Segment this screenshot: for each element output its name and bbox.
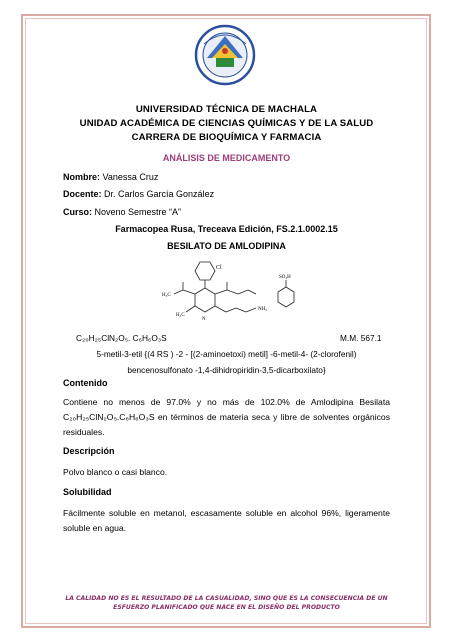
amlodipine-structure-diagram — [150, 258, 310, 328]
docente-label: Docente: — [63, 189, 102, 199]
footer-line-2: ESFUERZO PLANIFICADO QUE NACE EN EL DISEÑO DEL PRODUCTO — [113, 604, 340, 611]
methyl-label: H₃C — [176, 313, 185, 318]
solubilidad-text: Fácilmente soluble en metanol, escasamente soluble en alcohol 96%, ligeramente soluble en agua. — [63, 508, 390, 533]
ester-left-label: H₃C — [162, 293, 171, 298]
contenido-heading: Contenido — [63, 378, 108, 388]
career-name: CARRERA DE BIOQUÍMICA Y FARMACIA — [131, 132, 322, 143]
curso-label: Curso: — [63, 207, 92, 217]
curso-value: Noveno Semestre “A” — [94, 207, 182, 217]
university-name: UNIVERSIDAD TÉCNICA DE MACHALA — [135, 104, 318, 115]
reference: Farmacopea Rusa, Treceava Edición, FS.2.1.0002.15 — [115, 224, 338, 234]
docente-row — [63, 189, 214, 199]
docente-value: Dr. Carlos García González — [104, 189, 215, 199]
descripcion-text: Polvo blanco o casi blanco. — [63, 467, 168, 477]
footer-line-1: LA CALIDAD NO ES EL RESULTADO DE LA CASUALIDAD, SINO QUE ES LA CONSECUENCIA DE UN — [65, 595, 388, 602]
so3h-label: SO₃H — [279, 275, 291, 280]
solubilidad-heading: Solubilidad — [63, 487, 112, 497]
academic-unit: UNIDAD ACADÉMICA DE CIENCIAS QUÍMICAS Y DE LA SALUD — [79, 118, 374, 129]
nh-label: N — [202, 317, 206, 322]
iupac-name-line-1: 5-metil-3-etil {(4 RS ) -2 - [(2-aminoetoxi) metil] -6-metil-4- (2-clorofenil) — [96, 349, 357, 359]
nombre-label: Nombre: — [63, 172, 101, 182]
molar-mass: M.M. 567.1 — [340, 333, 382, 343]
section-title: ANÁLISIS DE MEDICAMENTO — [162, 153, 291, 163]
descripcion-heading: Descripción — [63, 446, 115, 456]
contenido-text: Contiene no menos de 97.0% y no más de 102.0% de Amlodipina Besilata C₂₀H₂₅ClN₂O₅.C₆H₆O₃S en términos de materia seca y libre de solventes orgánicos residuales. — [63, 397, 390, 437]
nh2-label: NH₂ — [258, 307, 267, 312]
compound-title: BESILATO DE AMLODIPINA — [167, 241, 286, 251]
molecular-formula: C₂₀H₂₅ClN₂O₅. C₆H₆O₃S — [76, 333, 167, 343]
curso-row — [63, 207, 181, 217]
nombre-row — [63, 172, 158, 182]
cl-label: Cl — [216, 265, 222, 271]
university-seal-logo — [194, 22, 256, 88]
footer-quote — [40, 594, 413, 612]
nombre-value: Vanessa Cruz — [102, 172, 159, 182]
iupac-name-line-2: bencenosulfonato -1,4-dihidropiridin-3,5-dicarboxilato} — [127, 365, 326, 375]
